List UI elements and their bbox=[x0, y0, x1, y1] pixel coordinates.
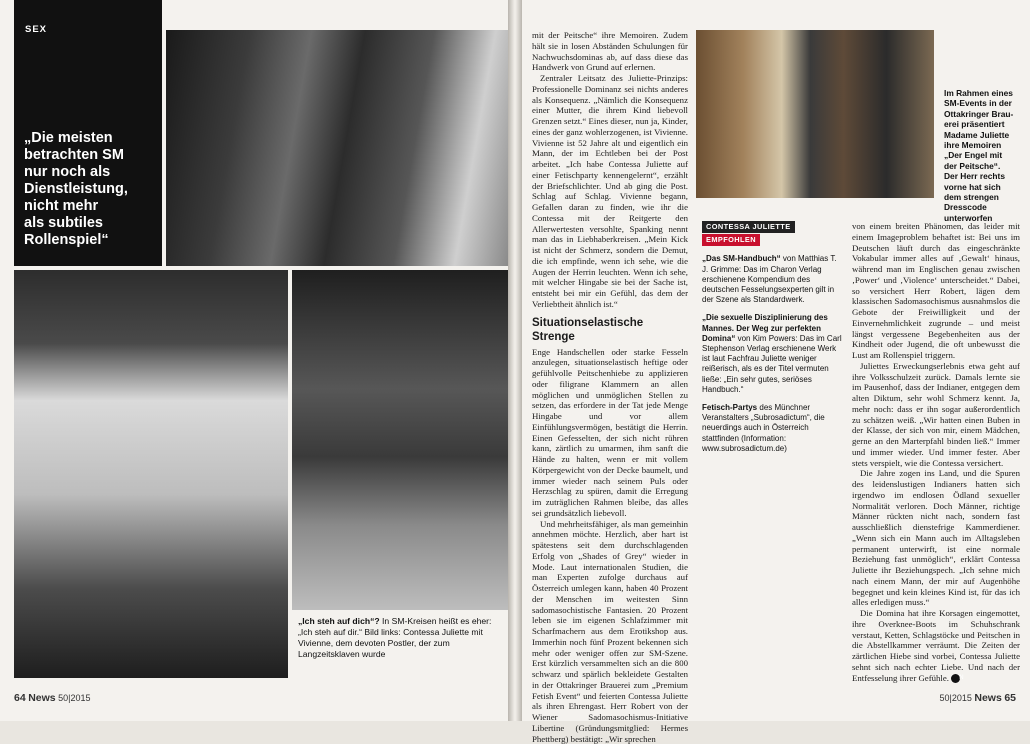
pull-quote: „Die meisten betrachten SM nur noch als Dienstleistung, nicht mehr als subtiles Rollenspiel“ bbox=[24, 130, 156, 249]
brand-right: News bbox=[974, 692, 1001, 704]
tip-text: des Münchner Veranstalters „Subrosadictum“, die neuerdings auch in Österreich stattfinden (Information: www.subrosadictum.de) bbox=[702, 403, 825, 453]
paragraph-text: Die Domina hat ihre Korsagen eingemottet, ihre Overknee-Boots im Schuhschrank verstaut, Ketten, Schlagstöcke und Peitschen in die Abstellkammer verräumt. Die Zeiten der zärtlichen Hiebe sind vorbei, Contessa Juliette sehnt sich nach echter Liebe. Und nach der Entfesselung ihrer Gefühle. bbox=[852, 608, 1020, 683]
issue-right: 50|2015 bbox=[939, 693, 971, 703]
photo-caption-left bbox=[298, 616, 498, 660]
tip-title: Fetisch-Partys bbox=[702, 403, 757, 412]
tip-text: von Matthias T. J. Grimme: Das im Charon Verlag erschienene Kompendium des deutschen Fesselungsexperten gilt in der Szene als Standardwerk. bbox=[702, 254, 837, 304]
tag-empfohlen: EMPFOHLEN bbox=[702, 234, 760, 246]
tip-item bbox=[702, 254, 842, 305]
subheading: Situationselastische Strenge bbox=[532, 316, 688, 344]
tip-title: „Die sexuelle Disziplinierung des Mannes. Der Weg zur perfekten Domina“ bbox=[702, 313, 828, 342]
folio-left bbox=[14, 692, 91, 704]
tag-contessa: CONTESSA JULIETTE bbox=[702, 221, 795, 233]
paragraph: Und mehrheitsfähiger, als man gemeinhin annehmen möchte. Herzlich, aber hart ist spätestens seit dem durchschlagenden Erfolg von „Shades of Grey“ wieder in Mode. Laut internationalen Studien, die man Experten zufolge durchaus auf Österreich umlegen kann, haben 40 Prozent der Menschen im weitesten Sinn sadomasochistische Fantasien. 20 Prozent leben sie im eigenen Schlafzimmer mit Scharfmachern aus dem Erotikshop aus. Immerhin noch fünf Prozent bekennen sich mehr oder weniger offen zur SM-Szene. Erst kürzlich versammelten sich an die 800 schwarz und spärlich bekleidete Gestalten in der Ottakringer Brauerei zum „Premium Fetish Event“ und feierten Contessa Juliette als ihren Ehrengast. Herr Robert von der Wiener Sadomasochismus-Initiative Libertine (Gründungsmitglied: Hermes Phettberg) bestätigt: „Wir sprechen bbox=[532, 519, 688, 744]
tip-item bbox=[702, 403, 842, 454]
issue-left: 50|2015 bbox=[58, 693, 90, 703]
spine-gutter bbox=[508, 0, 522, 721]
photo-trampling-scene bbox=[292, 270, 508, 610]
folio-right bbox=[939, 692, 1016, 704]
photo-domina-portrait bbox=[166, 30, 508, 266]
photo-fetish-event bbox=[696, 30, 934, 198]
left-page bbox=[0, 0, 508, 721]
paragraph: mit der Peitsche“ ihre Memoiren. Zudem hält sie in losen Abständen Schulungen für Nachwuchsdominas ab, auf dass diese das Handwerk von Grund auf erlernen. bbox=[532, 30, 688, 73]
photo-interior-scene bbox=[14, 270, 288, 678]
tip-text: von Kim Powers: Das im Carl Stephenson Verlag erschienene Werk ist laut Fachfrau Juliette weniger reißerisch, als es der Titel vermuten ließe: „Ein sehr gutes, seriöses Handbuch.“ bbox=[702, 334, 842, 394]
caption-text: In SM-Kreisen heißt es eher: „Ich steh auf dir.“ Bild links: Contessa Juliette mit Vivienne, dem devoten Postler, der zum Langzeitsklaven wurde bbox=[298, 616, 491, 659]
caption-lead: „Ich steh auf dich“? bbox=[298, 616, 380, 626]
page-number-right: 65 bbox=[1004, 692, 1016, 704]
article-column-a bbox=[532, 30, 688, 744]
photo-caption-right: Im Rahmen eines SM-Events in der Ottakringer Brau- erei präsentiert Madame Juliette ihre Memoiren „Der Engel mit der Peitsche“. Der Herr rechts vorne hat sich dem strengen Dresscode unterworfen bbox=[944, 88, 1024, 223]
paragraph: von einem breiten Phänomen, das leider mit einem Imageproblem behaftet ist: Bei uns im Deutschen läuft durch das eingeschränkte Vokabular immer alles auf ‚Gewalt‘ hinaus, während man im Englischen genau zwischen ‚Power‘ und ‚Violence‘ unterscheidet.“ Dabei, so versichert Herr Robert, lägen dem klassischen Sadomasochismus ausnahmslos die Gebote der Freiwilligkeit und der Einvernehmlichkeit zugrunde – und meist längst vergessene Begebenheiten aus der Kindheit oder Jugend, die oft unbewusst die Lust am Rollenspiel triggern. bbox=[852, 221, 1020, 361]
paragraph: Die Jahre zogen ins Land, und die Spuren des leidenslustigen Indianers hatten sich irgendwo im endlosen Ödland sexueller Normalität verloren. Doch Männer, richtige Männer rückten nicht nach, sondern fast ausschließlich dienstefrige Kammerdiener. „Wenn sich ein Mann auch im Alltagsleben permanent unterwirft, ist eine normale Beziehung fast unmöglich“, erklärt Contessa Juliette ihr Beziehungspech. „Ich sehne mich nach einem Mann, der mir auf Augenhöhe begegnet und kein kleines Kind ist, für das ich alles erledigen muss.“ bbox=[852, 468, 1020, 608]
recommendation-sidebar bbox=[702, 221, 842, 454]
paragraph: Juliettes Erweckungserlebnis etwa geht auf ihre Volksschulzeit zurück. Damals lernte sie im Pausenhof, dass der Indianer, entgegen dem alten Diktum, sehr wohl Schmerz kennt. Ja, mehr noch: dass er ihn sogar außerordentlich zu schätzen weiß. „Wir hatten einen Buben in der Klasse, der sich von mir, einem Mädchen, gerne an den Marterpfahl binden ließ.“ Immer und immer wieder. Und immer fester. Aber stets verspielt, wie die Contessa versichert. bbox=[852, 361, 1020, 469]
tip-title: „Das SM-Handbuch“ bbox=[702, 254, 781, 263]
tip-item bbox=[702, 313, 842, 395]
page-number-left: 64 bbox=[14, 692, 26, 704]
paragraph: Zentraler Leitsatz des Juliette-Prinzips: Professionelle Dominanz sei nichts anderes als Konsequenz. „Nämlich die Konsequenz einer Mutter, die ihrem Kind liebevoll Grenzen setzt.“ Eines dieser, nun ja, Kinder, eines der ganz wohlerzogenen, ist Vivienne. Vivienne ist 52 Jahre alt und eigentlich ein Mann, der im Echtleben bei der Post arbeitet. „Ich habe Contessa Juliette auf einer Fetischparty kennengelernt“, erzählt der Briefschlichter. Und ab ging die Post. Schlag auf Schlag. Vivienne begann, Gefallen daran zu finden, wie ihr die Contessa mit der Reitgerte den Allerwertesten versohlte, Spanking nennt man das in Liebhaberkreisen. „Mein Kick ist nicht der Schmerz, sondern die Demut, die ich empfinde, wenn ich sehe, wie die Augen der Herrin leuchten. Wenn ich sehe, mit welcher Hingabe sie bei der Sache ist, entsteht bei mir ein Gefühl, das dem der Verliebtheit ähnlich ist.“ bbox=[532, 73, 688, 310]
paragraph bbox=[852, 608, 1020, 683]
article-column-b bbox=[852, 221, 1020, 683]
brand-left: News bbox=[28, 692, 55, 704]
end-mark-icon: N bbox=[951, 674, 960, 683]
paragraph: Enge Handschellen oder starke Fesseln anzulegen, situationselastisch heftige oder gefühlvolle Peitschenhiebe zu applizieren oder filigrane Klammern an allen möglichen und unmöglichen Stellen zu setzen, das erfordere in der Tat jede Menge Hingabe und vor allem Einfühlungsvermögen, bestätigt die Herrin. Einen Gefesselten, der sich nicht rühren kann, zärtlich zu umarmen, ihm sanft die Hände zu halten, wenn er mit vollem Körpergewicht von der Decke baumelt, und immer wieder nach seinem Puls oder Herzschlag zu spüren, damit die Erregung im zuträglichen Rahmen bleibe, das alles sei grundsätzlich liebevoll. bbox=[532, 347, 688, 519]
section-tag: SEX bbox=[25, 24, 47, 35]
